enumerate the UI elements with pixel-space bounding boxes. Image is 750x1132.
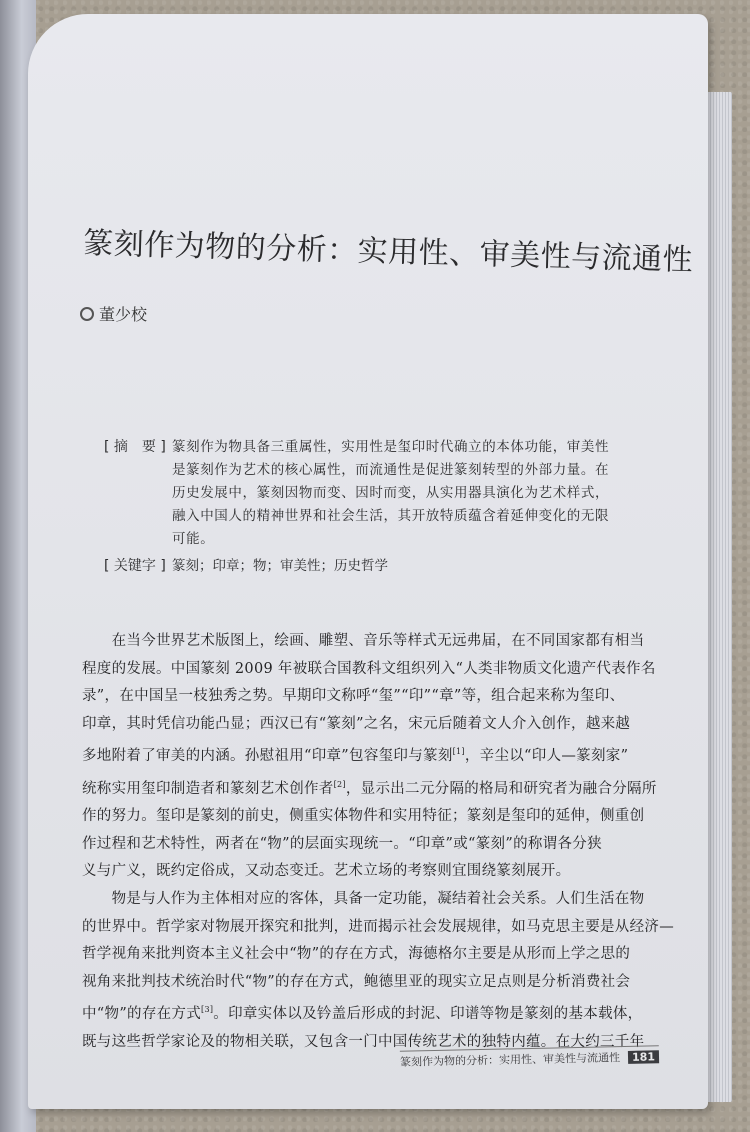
body-line — [82, 738, 652, 770]
body-line: 印章，其时凭信功能凸显；西汉已有“篆刻”之名，宋元后随着文人介入创作，越来越 — [82, 715, 631, 732]
body-line-text: 。印章实体以及钤盖后形成的封泥、印谱等物是篆刻的基本载体， — [213, 1006, 643, 1023]
footnote-ref: [2] — [333, 779, 346, 789]
abstract-line: 历史发展中，篆刻因物而变、因时而变，从实用器具演化为艺术样式， — [172, 485, 610, 501]
body-line-text: 统称实用玺印制造者和篆刻艺术创作者 — [82, 780, 334, 797]
body-line: 哲学视角来批判资本主义社会中“物”的存在方式，海德格尔主要是从形而上学之思的 — [82, 946, 631, 963]
abstract-line: 可能。 — [172, 531, 215, 547]
abstract-block — [104, 436, 644, 578]
body-line-text: 多地附着了审美的内涵。孙慰祖用“印章”包容玺印与篆刻 — [82, 748, 453, 765]
body-line-text: 中“物”的存在方式 — [82, 1006, 202, 1023]
abstract-text — [172, 436, 644, 551]
body-line: 既与这些哲学家论及的物相关联，又包含一门中国传统艺术的独特内蕴。在大约三千年 — [82, 1033, 645, 1050]
body-line: 录”，在中国呈一枝独秀之势。早期印文称呼“玺”“印”“章”等，组合起来称为玺印、 — [82, 688, 625, 705]
abstract-line: 是篆刻作为艺术的核心属性，而流通性是促进篆刻转型的外部力量。在 — [172, 462, 610, 478]
article-title: 篆刻作为物的分析：实用性、审美性与流通性 — [82, 225, 694, 279]
body-text — [82, 628, 674, 1056]
body-line — [82, 771, 657, 803]
body-line-text: ，辛尘以“印人—篆刻家” — [464, 748, 629, 765]
body-line: 作过程和艺术特性，两者在“物”的层面实现统一。“印章”或“篆刻”的称谓各分狭 — [82, 835, 602, 852]
footnote-ref: [3] — [201, 1005, 214, 1015]
body-line — [82, 996, 652, 1028]
author-name: 董少校 — [99, 305, 148, 324]
body-line: 义与广义，既约定俗成，又动态变迁。艺术立场的考察则宜围绕篆刻展开。 — [82, 863, 571, 880]
body-line: 程度的发展。中国篆刻 2009 年被联合国教科文组织列入“人类非物质文化遗产代表作名 — [82, 660, 656, 677]
running-title: 篆刻作为物的分析：实用性、审美性与流通性 — [399, 1051, 621, 1069]
body-line-text: ，显示出二元分隔的格局和研究者为融合分隔所 — [345, 780, 657, 797]
body-line: 的世界中。哲学家对物展开探究和批判，进而揭示社会发展规律，如马克思主要是从经济— — [82, 918, 674, 935]
keywords-text: 篆刻；印章；物；审美性；历史哲学 — [172, 558, 388, 574]
abstract-label: [ 摘 要 ] — [104, 439, 166, 455]
abstract-line: 篆刻作为物具备三重属性，实用性是玺印时代确立的本体功能，审美性 — [172, 439, 610, 455]
page-number: 181 — [628, 1050, 659, 1064]
body-line: 作的努力。玺印是篆刻的前史，侧重实体物件和实用特征；篆刻是玺印的延伸，侧重创 — [82, 808, 645, 825]
abstract-line: 融入中国人的精神世界和社会生活，其开放特质蕴含着延伸变化的无限 — [172, 508, 610, 524]
footnote-ref: [1] — [452, 747, 465, 757]
author-line — [80, 302, 147, 325]
body-line: 在当今世界艺术版图上，绘画、雕塑、音乐等样式无远弗届，在不同国家都有相当 — [82, 633, 645, 649]
keywords-label: [ 关键字 ] — [104, 558, 166, 574]
body-line: 视角来批判技术统治时代“物”的存在方式，鲍德里亚的现实立足点则是分析消费社会 — [82, 973, 631, 990]
body-line: 物是与人作为主体相对应的客体，具备一定功能，凝结着社会关系。人们生活在物 — [82, 891, 645, 907]
author-circle-icon — [80, 307, 94, 321]
